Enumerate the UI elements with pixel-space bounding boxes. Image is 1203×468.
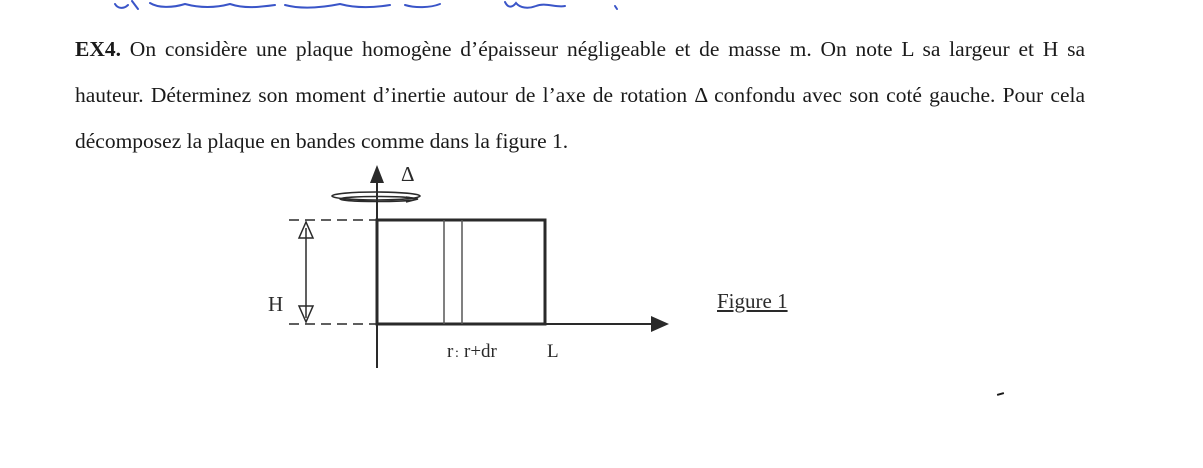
horizontal-arrowhead [651, 316, 669, 332]
axis-label: Δ [401, 162, 415, 186]
r-plus-dr-label: r+dr [464, 341, 497, 362]
r-dr-separator: : [455, 346, 459, 361]
plate [377, 220, 545, 324]
exercise-text: On considère une plaque homogène d’épaisseur négligeable et de masse m. On note L sa largeur et H sa hauteur. Déterminez son moment d’inertie autour de l’axe de rotation Δ confondu avec son coté gauche. Pour cela décomposez la plaque en bandes comme dans la figure 1. [75, 37, 1085, 153]
width-label: L [547, 341, 559, 362]
height-label: H [268, 292, 284, 316]
figure-caption: Figure 1 [717, 289, 788, 313]
exercise-label: EX4. [75, 37, 121, 61]
axis-arrowhead [370, 165, 384, 183]
r-label: r [447, 341, 454, 362]
